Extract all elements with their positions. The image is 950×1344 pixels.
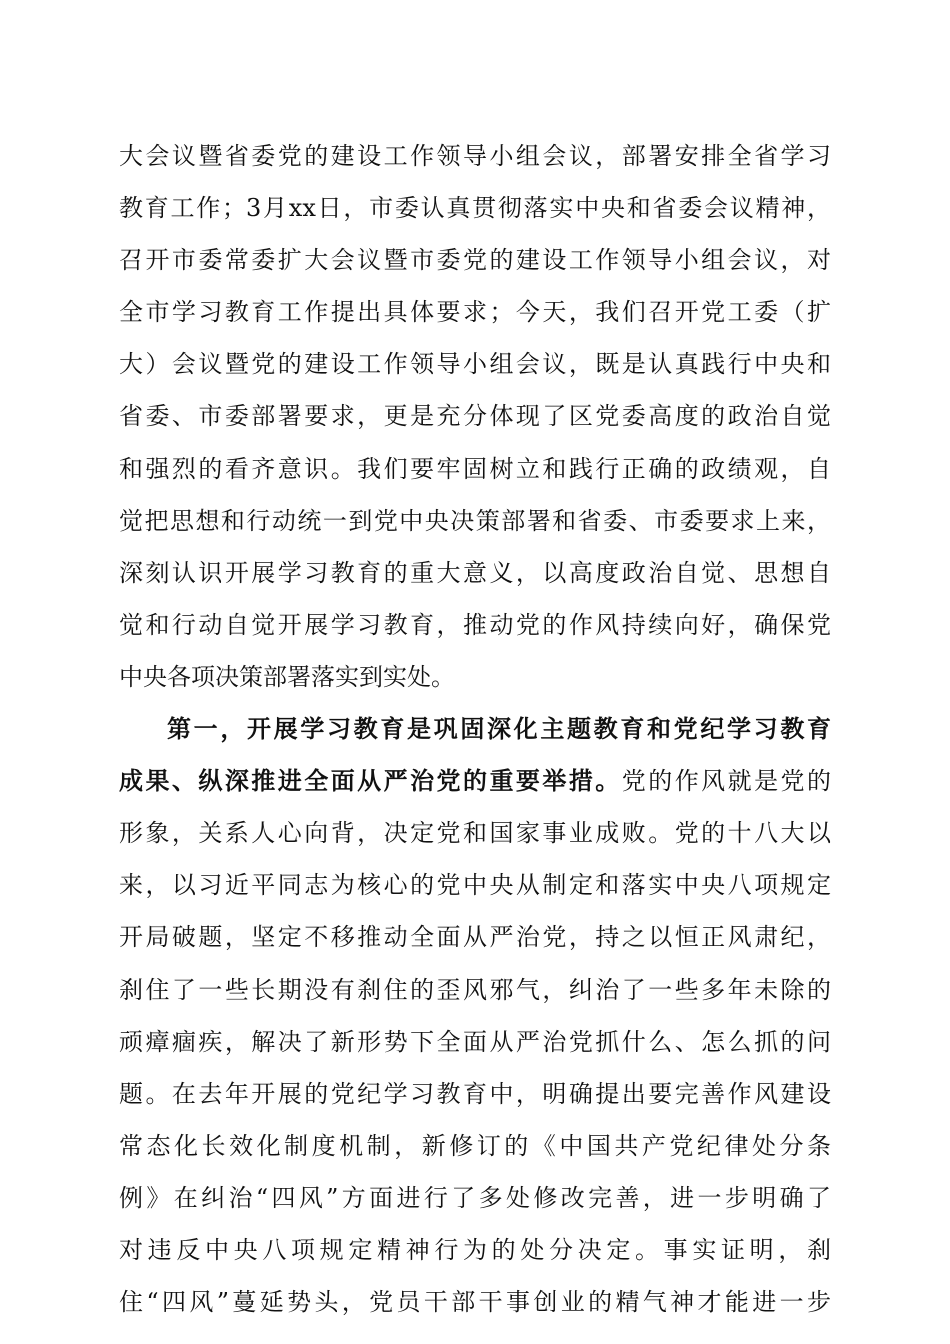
paragraph-1-line-9: 深刻认识开展学习教育的重大意义，以高度政治自觉、思想自: [119, 558, 831, 587]
paragraph-2-line-8: 题。在去年开展的党纪学习教育中，明确提出要完善作风建设: [119, 1079, 831, 1108]
document-body: [119, 130, 831, 1328]
paragraph-1-line-10: 觉和行动自觉开展学习教育，推动党的作风持续向好，确保党: [119, 610, 831, 639]
paragraph-2-line-2: [119, 755, 831, 807]
paragraph-1-line-7: 和强烈的看齐意识。我们要牢固树立和践行正确的政绩观，自: [119, 454, 831, 483]
paragraph-2-line-10: 例》在纠治“四风”方面进行了多处修改完善，进一步明确了: [119, 1183, 831, 1212]
paragraph-2-heading-line-2: 成果、纵深推进全面从严治党的重要举措。: [119, 766, 622, 796]
paragraph-1-line-1: 大会议暨省委党的建设工作领导小组会议，部署安排全省学习: [119, 142, 831, 170]
paragraph-2-line-5: 开局破题，坚定不移推动全面从严治党，持之以恒正风肃纪，: [119, 923, 831, 952]
paragraph-1-line-3: 召开市委常委扩大会议暨市委党的建设工作领导小组会议，对: [119, 246, 831, 275]
paragraph-2-line-6: 刹住了一些长期没有刹住的歪风邪气，纠治了一些多年未除的: [119, 975, 831, 1004]
paragraph-1-line-4: 全市学习教育工作提出具体要求；今天，我们召开党工委（扩: [119, 298, 831, 327]
paragraph-2-line-11: 对违反中央八项规定精神行为的处分决定。事实证明，刹: [119, 1235, 831, 1264]
paragraph-2-line-7: 顽瘴痼疾，解决了新形势下全面从严治党抓什么、怎么抓的问: [119, 1027, 831, 1056]
paragraph-2-line-4: 来，以习近平同志为核心的党中央从制定和落实中央八项规定: [119, 871, 831, 900]
paragraph-2-line-3: 形象，关系人心向背，决定党和国家事业成败。党的十八大以: [119, 819, 831, 848]
paragraph-1-line-5: 大）会议暨党的建设工作领导小组会议，既是认真践行中央和: [119, 350, 831, 379]
paragraph-2-line-9: 常态化长效化制度机制，新修订的《中国共产党纪律处分条: [119, 1131, 831, 1160]
paragraph-2-heading-line-1: 第一，开展学习教育是巩固深化主题教育和党纪学习教育: [167, 714, 831, 744]
paragraph-1-line-2: 教育工作；3月xx日，市委认真贯彻落实中央和省委会议精神，: [119, 194, 831, 223]
paragraph-2-line-2-tail: 党的作风就是党的: [621, 767, 832, 796]
paragraph-2-line-12: 住“四风”蔓延势头，党员干部干事创业的精气神才能进一步: [119, 1288, 831, 1317]
paragraph-1-line-11: 中央各项决策部署落实到实处。: [119, 662, 455, 691]
paragraph-1-line-6: 省委、市委部署要求，更是充分体现了区党委高度的政治自觉: [119, 402, 831, 431]
paragraph-1-line-8: 觉把思想和行动统一到党中央决策部署和省委、市委要求上来，: [119, 506, 831, 535]
